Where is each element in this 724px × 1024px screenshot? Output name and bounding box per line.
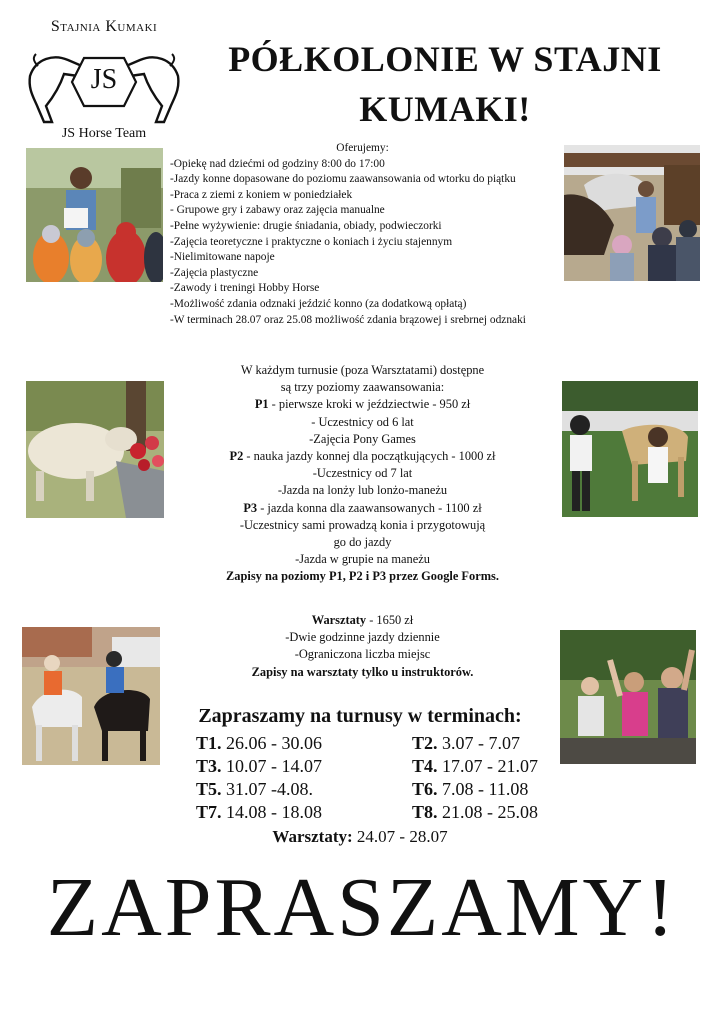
term-code: T2. bbox=[412, 733, 438, 753]
photo-horse-and-children bbox=[564, 145, 700, 281]
term-code: T1. bbox=[196, 733, 222, 753]
workshop-detail: -Dwie godzinne jazdy dziennie bbox=[285, 630, 440, 645]
offer-item: -W terminach 28.07 oraz 25.08 możliwość zdania brązowej i srebrnej odznaki bbox=[170, 313, 526, 326]
term-item bbox=[196, 779, 313, 800]
level-detail: -Uczestnicy sami prowadzą konia i przygotowują bbox=[239, 517, 486, 532]
term-item bbox=[412, 802, 538, 823]
footer-invitation: ZAPRASZAMY! bbox=[46, 861, 678, 954]
offer-section bbox=[170, 141, 555, 328]
offer-item: -Opiekę nad dziećmi od godziny 8:00 do 17:00 bbox=[170, 157, 385, 170]
offer-item: -Zajęcia teoretyczne i praktyczne o koniach i życiu stajennym bbox=[170, 235, 453, 248]
photo-girls-with-horse bbox=[562, 381, 698, 517]
offer-item: -Nielimitowane napoje bbox=[170, 251, 275, 264]
title-line-2: KUMAKI! bbox=[359, 89, 531, 129]
offer-item: -Zajęcia plastyczne bbox=[170, 266, 259, 279]
logo-monogram: JS bbox=[90, 64, 118, 95]
logo-bottom-text: JS Horse Team bbox=[61, 126, 147, 141]
levels-signup: Zapisy na poziomy P1, P2 i P3 przez Google Forms. bbox=[226, 569, 499, 584]
workshop-dates-label: Warsztaty: bbox=[272, 827, 353, 846]
workshop-signup: Zapisy na warsztaty tylko u instruktorów. bbox=[251, 664, 474, 679]
workshop-dates-value: 24.07 - 28.07 bbox=[352, 827, 448, 846]
photo-instructor-with-children bbox=[26, 148, 163, 282]
level-p2 bbox=[170, 448, 555, 465]
levels-section bbox=[170, 362, 555, 586]
level-desc: - pierwsze kroki w jeździectwie - 950 zł bbox=[268, 397, 471, 412]
level-code: P1 bbox=[254, 397, 269, 412]
term-code: T6. bbox=[412, 779, 438, 799]
terms-title: Zapraszamy na turnusy w terminach: bbox=[198, 705, 522, 727]
offer-item: - Grupowe gry i zabawy oraz zajęcia manualne bbox=[170, 204, 385, 217]
term-code: T3. bbox=[196, 756, 222, 776]
level-desc: - jazda konna dla zaawansowanych - 1100 zł bbox=[257, 500, 482, 515]
workshop-price: - 1650 zł bbox=[366, 613, 414, 627]
term-code: T4. bbox=[412, 756, 438, 776]
term-item bbox=[412, 756, 538, 777]
offer-heading: Oferujemy: bbox=[336, 142, 389, 154]
stable-logo bbox=[24, 14, 184, 139]
term-dates: 31.07 -4.08. bbox=[221, 779, 314, 799]
level-code: P3 bbox=[243, 500, 258, 515]
level-code: P2 bbox=[229, 449, 244, 464]
workshop-title bbox=[170, 612, 555, 629]
term-dates: 17.07 - 21.07 bbox=[437, 756, 539, 776]
workshop-name: Warsztaty bbox=[311, 613, 367, 627]
photo-kids-riding-ponies bbox=[22, 627, 160, 765]
levels-intro: są trzy poziomy zaawansowania: bbox=[280, 380, 445, 395]
level-detail: -Uczestnicy od 7 lat bbox=[312, 466, 413, 481]
workshop-dates bbox=[160, 827, 560, 847]
offer-item: -Praca z ziemi z koniem w poniedziałek bbox=[170, 188, 353, 201]
level-detail: go do jazdy bbox=[333, 535, 392, 550]
photo-pony-and-flowers bbox=[26, 381, 164, 518]
offer-item: -Zawody i treningi Hobby Horse bbox=[170, 282, 320, 295]
term-dates: 21.08 - 25.08 bbox=[437, 802, 539, 822]
term-dates: 14.08 - 18.08 bbox=[221, 802, 323, 822]
offer-item: -Pełne wyżywienie: drugie śniadania, obiady, podwieczorki bbox=[170, 219, 442, 232]
workshop-section bbox=[170, 612, 555, 681]
offer-item: -Możliwość zdania odznaki jeździć konno (za dodatkową opłatą) bbox=[170, 297, 467, 310]
level-detail: - Uczestnicy od 6 lat bbox=[311, 414, 414, 429]
level-detail: -Jazda na lonży lub lonżo-maneżu bbox=[277, 483, 448, 498]
level-detail: -Jazda w grupie na maneżu bbox=[295, 552, 430, 567]
title-line-1: PÓŁKOLONIE W STAJNI bbox=[228, 39, 662, 79]
term-dates: 7.08 - 11.08 bbox=[437, 779, 529, 799]
term-item bbox=[196, 733, 322, 754]
term-dates: 26.06 - 30.06 bbox=[221, 733, 323, 753]
term-dates: 10.07 - 14.07 bbox=[221, 756, 323, 776]
term-item bbox=[412, 733, 520, 754]
level-p1 bbox=[170, 396, 555, 413]
levels-intro: W każdym turnusie (poza Warsztatami) dostępne bbox=[240, 363, 485, 377]
page-title bbox=[190, 34, 700, 134]
term-item bbox=[412, 779, 528, 800]
level-detail: -Zajęcia Pony Games bbox=[309, 431, 416, 446]
photo-children-playing bbox=[560, 630, 696, 764]
offer-item: -Jazdy konne dopasowane do poziomu zaawansowania od wtorku do piątku bbox=[170, 173, 516, 186]
level-desc: - nauka jazdy konnej dla początkujących - 1000 zł bbox=[243, 449, 496, 464]
term-dates: 3.07 - 7.07 bbox=[437, 733, 521, 753]
term-item bbox=[196, 802, 322, 823]
workshop-detail: -Ograniczona liczba miejsc bbox=[294, 647, 431, 662]
term-code: T7. bbox=[196, 802, 222, 822]
term-item bbox=[196, 756, 322, 777]
logo-top-text: Stajnia Kumaki bbox=[50, 18, 158, 35]
term-code: T8. bbox=[412, 802, 438, 822]
level-p3 bbox=[170, 500, 555, 517]
term-code: T5. bbox=[196, 779, 222, 799]
